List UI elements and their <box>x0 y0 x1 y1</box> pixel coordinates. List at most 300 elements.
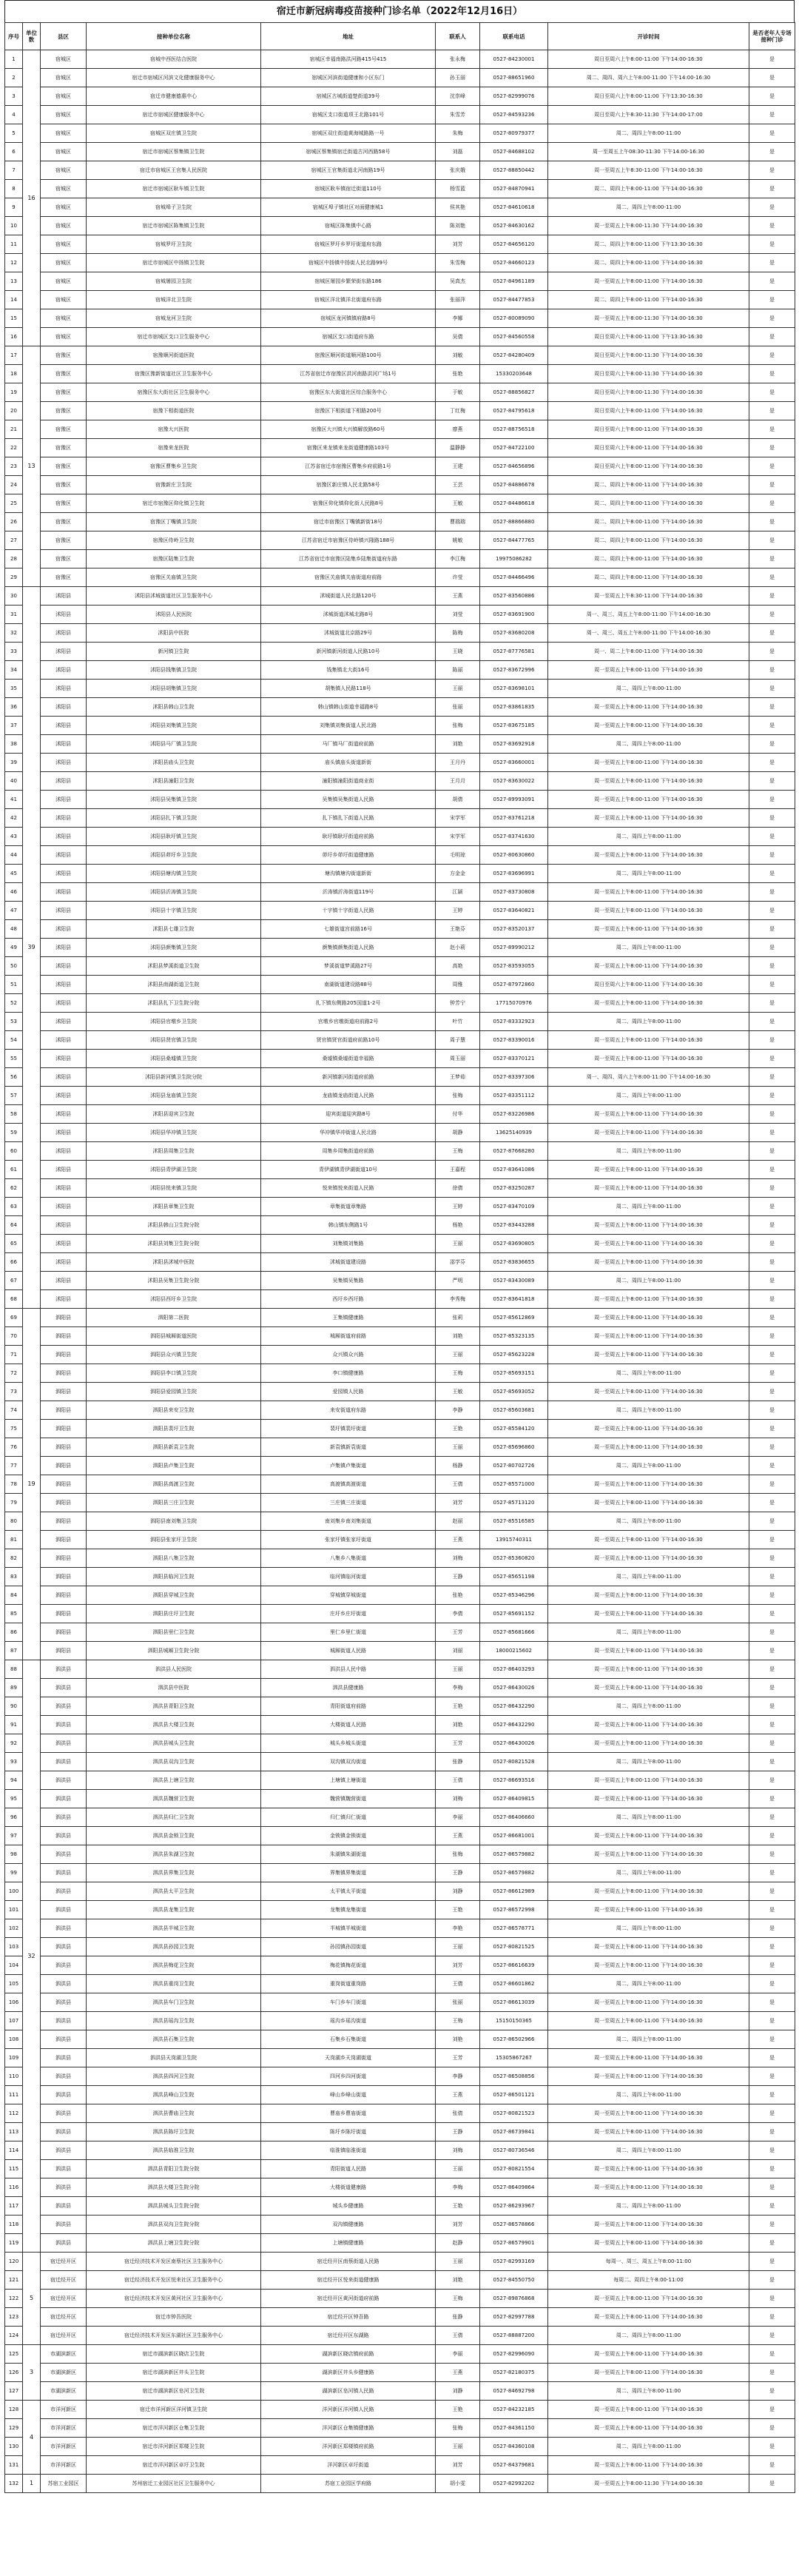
row-no: 70 <box>5 1327 23 1346</box>
phone: 0527-86508856 <box>480 2067 548 2086</box>
table-row <box>5 2086 795 2104</box>
hours: 周二、周四上午8:00-11:00 <box>548 2327 749 2345</box>
clinic-name: 泗阳县穿城卫生院 <box>87 1586 261 1605</box>
clinic-name: 泗阳县南刘集卫生院 <box>87 1512 261 1531</box>
elder-flag: 是 <box>749 2197 795 2216</box>
phone: 0527-84477765 <box>480 531 548 550</box>
phone: 0527-86572998 <box>480 1901 548 1919</box>
clinic-name: 宿城埠子卫生院 <box>87 198 261 217</box>
row-no: 48 <box>5 920 23 939</box>
hours: 周一至周五上午8:00-11:00 下午14:00-16:30 <box>548 1586 749 1605</box>
address: 茆圩乡茆圩街道健康路 <box>261 846 436 865</box>
elder-flag: 是 <box>749 180 795 198</box>
table-row <box>5 1771 795 1790</box>
hours: 周二、周四上午8:00-11:00 <box>548 828 749 846</box>
contact: 王丽 <box>436 1235 480 1253</box>
county-count: 19 <box>23 1309 41 1660</box>
clinic-name: 沭阳县庙头卫生院 <box>87 754 261 772</box>
clinic-name: 沭阳县韩山卫生院分院 <box>87 1216 261 1235</box>
clinic-name: 宿城中西医结合医院 <box>87 50 261 69</box>
hours: 周一至周五上午8:00-11:00 下午14:00-16:30 <box>548 1309 749 1327</box>
county: 沭阳县 <box>41 809 87 828</box>
hours: 周一至周五上午8:00-11:00 下午14:00-16:30 <box>548 1827 749 1845</box>
contact: 王艳 <box>436 2197 480 2216</box>
phone: 0527-83690805 <box>480 1235 548 1253</box>
phone: 0527-86432290 <box>480 1697 548 1716</box>
county: 泗洪县 <box>41 1864 87 1882</box>
clinic-name: 沭阳县扎下镇卫生院 <box>87 809 261 828</box>
table-row <box>5 754 795 772</box>
table-row <box>5 2308 795 2327</box>
hours: 周二、周四上午8:00-11:00 <box>548 1568 749 1586</box>
row-no: 126 <box>5 2364 23 2382</box>
elder-flag: 是 <box>749 420 795 439</box>
address: 梅花镇梅花街道 <box>261 1956 436 1975</box>
elder-flag: 是 <box>749 1105 795 1124</box>
contact: 刘磊 <box>436 143 480 161</box>
table-row <box>5 531 795 550</box>
hours: 周二、周四上午8:00-11:00 下午14:00-16:30 <box>548 513 749 531</box>
clinic-name: 沭阳县章集卫生院 <box>87 1198 261 1216</box>
elder-flag: 是 <box>749 1087 795 1105</box>
clinic-name: 泗阳县临河卫生院 <box>87 1568 261 1586</box>
phone: 0527-88756518 <box>480 420 548 439</box>
row-no: 34 <box>5 661 23 680</box>
hours: 周二、周四上午8:00-11:00 <box>548 680 749 698</box>
clinic-name: 泗洪县界集卫生院 <box>87 1864 261 1882</box>
clinic-name: 沭阳县颜集镇卫生院 <box>87 939 261 957</box>
hours: 周一、周三、周五上午8:00-11:00 下午14:00-16:30 <box>548 606 749 624</box>
elder-flag: 是 <box>749 1827 795 1845</box>
clinic-name: 泗洪县城头卫生院 <box>87 1734 261 1753</box>
county: 泗阳县 <box>41 1642 87 1660</box>
row-no: 33 <box>5 643 23 661</box>
address: 太平镇太平街道 <box>261 1882 436 1901</box>
row-no: 5 <box>5 124 23 143</box>
hours: 周日至周六上午8:00-11:30 下午14:00-16:30 <box>548 365 749 383</box>
row-no: 2 <box>5 69 23 87</box>
county: 沭阳县 <box>41 1031 87 1050</box>
address: 八集乡八集街道 <box>261 1549 436 1568</box>
phone: 0527-83698101 <box>480 680 548 698</box>
address: 临河镇临河街道 <box>261 1568 436 1586</box>
table-row <box>5 2401 795 2419</box>
elder-flag: 是 <box>749 2216 795 2234</box>
table-row <box>5 1790 795 1808</box>
hours: 周一至周五上午8:00-11:00 下午14:00-16:30 <box>548 1901 749 1919</box>
table-row <box>5 2271 795 2290</box>
hours: 周二、周四上午8:00-11:00 <box>548 735 749 754</box>
phone: 0527-83370121 <box>480 1050 548 1068</box>
hours: 周一至周五上午8:00-11:00 下午14:00-16:30 <box>548 883 749 902</box>
hours: 周一至周五上午8:00-11:00 下午14:00-16:30 <box>548 1383 749 1401</box>
phone: 0527-80630860 <box>480 846 548 865</box>
county: 宿迁经开区 <box>41 2308 87 2327</box>
row-no: 25 <box>5 494 23 513</box>
contact: 周子慧 <box>436 1031 480 1050</box>
clinic-name: 泗洪县临淮卫生院 <box>87 2141 261 2160</box>
table-row <box>5 106 795 124</box>
hours: 周日至周六上午8:00-11:00 下午13:30-16:30 <box>548 328 749 346</box>
hours: 周一至周五上午8:00-11:00 下午14:00-16:30 <box>548 2401 749 2419</box>
phone: 0527-84660123 <box>480 254 548 272</box>
table-row <box>5 1401 795 1420</box>
phone: 0527-83641818 <box>480 1290 548 1309</box>
address: 城头乡城头街道 <box>261 1734 436 1753</box>
phone: 0527-82996090 <box>480 2345 548 2364</box>
county: 苏宿工业园区 <box>41 2475 87 2493</box>
table-row <box>5 1068 795 1087</box>
clinic-name: 宿迁市湖滨新区皂河卫生院 <box>87 2382 261 2401</box>
hours: 周一至周五上午8:00-11:00 下午14:00-16:30 <box>548 1161 749 1179</box>
row-no: 59 <box>5 1124 23 1142</box>
contact: 张艳 <box>436 365 480 383</box>
hours: 周一至周五上午8:00-11:00 下午14:00-16:30 <box>548 272 749 291</box>
clinic-name: 宿迁市宿城区支口卫生服务中心 <box>87 328 261 346</box>
hours: 周二、周四上午8:00-11:00 <box>548 1198 749 1216</box>
county: 泗洪县 <box>41 2216 87 2234</box>
elder-flag: 是 <box>749 2104 795 2123</box>
county: 泗洪县 <box>41 2067 87 2086</box>
clinic-name: 宿迁市宿城区耿车镇卫生院 <box>87 180 261 198</box>
phone: 17715070976 <box>480 994 548 1013</box>
county: 泗洪县 <box>41 1734 87 1753</box>
row-no: 102 <box>5 1919 23 1938</box>
address: 宿城区古城街道楚街道39号 <box>261 87 436 106</box>
county: 泗洪县 <box>41 2104 87 2123</box>
row-no: 114 <box>5 2141 23 2160</box>
table-row <box>5 235 795 254</box>
elder-flag: 是 <box>749 198 795 217</box>
county: 宿城区 <box>41 69 87 87</box>
phone: 0527-86579901 <box>480 2234 548 2253</box>
table-row <box>5 1808 795 1827</box>
header-contact: 联系人 <box>436 23 480 50</box>
elder-flag: 是 <box>749 2049 795 2067</box>
county: 泗洪县 <box>41 1901 87 1919</box>
row-no: 94 <box>5 1771 23 1790</box>
contact: 王燕 <box>436 2364 480 2382</box>
phone: 15305867267 <box>480 2049 548 2067</box>
address: 大楼街道人民路 <box>261 1716 436 1734</box>
elder-flag: 是 <box>749 2030 795 2049</box>
row-no: 115 <box>5 2160 23 2178</box>
elder-flag: 是 <box>749 124 795 143</box>
county-count: 13 <box>23 346 41 587</box>
clinic-name: 泗阳县庄圩卫生院 <box>87 1605 261 1623</box>
contact: 王丽 <box>436 2160 480 2178</box>
table-row <box>5 476 795 494</box>
address: 青阳街道人民路 <box>261 2160 436 2178</box>
clinic-name: 宿豫区豫新街道社区卫生服务中心 <box>87 365 261 383</box>
row-no: 69 <box>5 1309 23 1327</box>
contact: 王丽 <box>436 1346 480 1364</box>
county: 泗洪县 <box>41 1882 87 1901</box>
clinic-name: 宿迁市湖滨新区井头卫生院 <box>87 2364 261 2382</box>
address: 宿豫区东大街道社区综合服务中心 <box>261 383 436 402</box>
elder-flag: 是 <box>749 1771 795 1790</box>
contact: 李江梅 <box>436 550 480 568</box>
table-row <box>5 1882 795 1901</box>
hours: 周一、周四、周六上午8:00-11:00 下午14:00-16:30 <box>548 1068 749 1087</box>
clinic-name: 沭阳县迎宾卫生院 <box>87 1105 261 1124</box>
address: 曹庙乡曹庙街道 <box>261 2104 436 2123</box>
row-no: 41 <box>5 791 23 809</box>
table-row <box>5 680 795 698</box>
elder-flag: 是 <box>749 624 795 643</box>
contact: 张丽 <box>436 698 480 717</box>
clinic-name: 泗洪县青阳卫生院分院 <box>87 2160 261 2178</box>
contact: 王丽 <box>436 680 480 698</box>
elder-flag: 是 <box>749 902 795 920</box>
contact: 刘芳 <box>436 1494 480 1512</box>
phone: 0527-84280409 <box>480 346 548 365</box>
address: 车门乡车门街道 <box>261 1993 436 2012</box>
hours: 周一至周五上午8:00-11:00 下午14:00-16:30 <box>548 1549 749 1568</box>
phone: 0527-83520137 <box>480 920 548 939</box>
contact: 胡小雯 <box>436 2475 480 2493</box>
county: 泗阳县 <box>41 1457 87 1475</box>
address: 卢集镇卢集街道 <box>261 1457 436 1475</box>
hours: 周二、周四上午8:00-11:00 <box>548 1364 749 1383</box>
hours: 周一至周五上午8:00-11:00 下午14:00-16:30 <box>548 1235 749 1253</box>
contact: 张梅 <box>436 717 480 735</box>
county: 泗洪县 <box>41 1790 87 1808</box>
contact: 张丽萍 <box>436 291 480 309</box>
hours: 周一至周五上午8:00-11:00 下午14:00-16:30 <box>548 2456 749 2475</box>
table-row <box>5 198 795 217</box>
phone: 0527-85360820 <box>480 1549 548 1568</box>
row-no: 83 <box>5 1568 23 1586</box>
hours: 周一至周五上午8:00-11:00 下午14:00-16:30 <box>548 1420 749 1438</box>
phone: 0527-84656120 <box>480 235 548 254</box>
contact: 朱雪芳 <box>436 106 480 124</box>
phone: 0527-86432290 <box>480 1716 548 1734</box>
hours: 周一至周五上午8:00-11:00 下午14:00-16:30 <box>548 2160 749 2178</box>
table-row <box>5 624 795 643</box>
clinic-name: 泗洪县双沟卫生院 <box>87 1753 261 1771</box>
clinic-name: 泗洪县魏营卫生院 <box>87 1790 261 1808</box>
hours: 周一至周五上午8:00-11:00 下午14:00-16:30 <box>548 1124 749 1142</box>
hours: 周一、周三、周五上午8:00-11:00 下午14:00-16:30 <box>548 624 749 643</box>
hours: 周一至周五上午8:00-11:30 下午14:00-16:30 <box>548 2475 749 2493</box>
row-no: 119 <box>5 2234 23 2253</box>
elder-flag: 是 <box>749 513 795 531</box>
hours: 周二、周四上午8:00-11:00 <box>548 1697 749 1716</box>
clinic-name: 宿迁经济技术开发区东湖社区卫生服务中心 <box>87 2327 261 2345</box>
table-row <box>5 1864 795 1882</box>
elder-flag: 是 <box>749 217 795 235</box>
contact: 方金金 <box>436 865 480 883</box>
table-row <box>5 994 795 1013</box>
hours: 周一至周五上午8:00-11:00 下午14:00-16:30 <box>548 1642 749 1660</box>
row-no: 65 <box>5 1235 23 1253</box>
row-no: 6 <box>5 143 23 161</box>
address: 宿迁经开区东湖路 <box>261 2327 436 2345</box>
elder-flag: 是 <box>749 2364 795 2382</box>
clinic-name: 宿豫大兴医院 <box>87 420 261 439</box>
county: 沭阳县 <box>41 1124 87 1142</box>
clinic-name: 沭阳县马厂镇卫生院 <box>87 735 261 754</box>
clinic-name: 新河镇卫生院 <box>87 643 261 661</box>
phone: 0527-87776581 <box>480 643 548 661</box>
contact: 于敏 <box>436 383 480 402</box>
table-row <box>5 2030 795 2049</box>
contact: 刘芳 <box>436 1956 480 1975</box>
county: 沭阳县 <box>41 1216 87 1235</box>
clinic-name: 宿迁市宿城区陈集镇卫生院 <box>87 217 261 235</box>
phone: 0527-84361150 <box>480 2419 548 2438</box>
clinic-name: 沭阳县南湖街道卫生院 <box>87 976 261 994</box>
row-no: 101 <box>5 1901 23 1919</box>
county: 宿豫区 <box>41 365 87 383</box>
vaccination-clinic-sheet <box>4 0 795 2493</box>
county: 沭阳县 <box>41 994 87 1013</box>
elder-flag: 是 <box>749 2012 795 2030</box>
elder-flag: 是 <box>749 2271 795 2290</box>
elder-flag: 是 <box>749 1975 795 1993</box>
address: 大楼街道健康路 <box>261 2178 436 2197</box>
hours: 周二、周四上午8:00-11:00 <box>548 1013 749 1031</box>
address: 宿城区罗圩乡罗圩街道府东路 <box>261 235 436 254</box>
clinic-name: 沭阳县刘集卫生院分院 <box>87 1235 261 1253</box>
row-no: 76 <box>5 1438 23 1457</box>
phone: 0527-84961189 <box>480 272 548 291</box>
elder-flag: 是 <box>749 2123 795 2141</box>
county: 沭阳县 <box>41 1050 87 1068</box>
contact: 李秀梅 <box>436 1290 480 1309</box>
address: 江苏省宿迁市宿豫区曹集乡府前路1号 <box>261 457 436 476</box>
county: 沭阳县 <box>41 772 87 791</box>
phone: 0527-87668280 <box>480 1142 548 1161</box>
row-no: 42 <box>5 809 23 828</box>
table-row <box>5 1623 795 1642</box>
address: 湖滨新区井头乡健康路 <box>261 2364 436 2382</box>
address: 宿迁经开区悦来街道健康路 <box>261 2271 436 2290</box>
table-row <box>5 1235 795 1253</box>
elder-flag: 是 <box>749 1531 795 1549</box>
elder-flag: 是 <box>749 1401 795 1420</box>
address: 宿城区埠子镇社区对面健康城1 <box>261 198 436 217</box>
contact: 钟芳宁 <box>436 994 480 1013</box>
table-row <box>5 1512 795 1531</box>
table-row <box>5 383 795 402</box>
clinic-name: 沭阳县刘集镇卫生院 <box>87 717 261 735</box>
phone: 19975086282 <box>480 550 548 568</box>
row-no: 92 <box>5 1734 23 1753</box>
row-no: 116 <box>5 2178 23 2197</box>
table-row <box>5 606 795 624</box>
hours: 周一至周五上午8:00-11:00 下午14:00-16:30 <box>548 1253 749 1272</box>
elder-flag: 是 <box>749 2086 795 2104</box>
elder-flag: 是 <box>749 1198 795 1216</box>
county-count: 1 <box>23 2475 41 2493</box>
elder-flag: 是 <box>749 846 795 865</box>
county: 宿豫区 <box>41 550 87 568</box>
table-row <box>5 1549 795 1568</box>
clinic-name: 宿迁市宿城区河滨文化健康服务中心 <box>87 69 261 87</box>
row-no: 28 <box>5 550 23 568</box>
sheet-title: 宿迁市新冠病毒疫苗接种门诊名单（2022年12月16日） <box>4 0 795 22</box>
elder-flag: 是 <box>749 661 795 680</box>
phone: 0527-88887200 <box>480 2327 548 2345</box>
hours: 周一至周五上午8:00-11:00 下午14:00-16:30 <box>548 2345 749 2364</box>
address: 青阳街道府前路 <box>261 1697 436 1716</box>
row-no: 97 <box>5 1827 23 1845</box>
row-no: 17 <box>5 346 23 365</box>
contact: 王婷 <box>436 902 480 920</box>
county: 泗洪县 <box>41 1975 87 1993</box>
row-no: 74 <box>5 1401 23 1420</box>
phone: 0527-82180375 <box>480 2364 548 2382</box>
clinic-name: 泗阳县张家圩卫生院 <box>87 1531 261 1549</box>
county: 沭阳县 <box>41 883 87 902</box>
row-no: 1 <box>5 50 23 69</box>
county: 泗洪县 <box>41 1697 87 1716</box>
contact: 廖燕 <box>436 420 480 439</box>
clinic-name: 宿迁市宿城区王官集人民医院 <box>87 161 261 180</box>
contact: 严明 <box>436 1272 480 1290</box>
county: 泗阳县 <box>41 1531 87 1549</box>
row-no: 40 <box>5 772 23 791</box>
hours: 周日至周六上午8:00-11:00 下午14:00-16:30 <box>548 976 749 994</box>
address: 洋河新区卓圩街道 <box>261 2456 436 2475</box>
elder-flag: 是 <box>749 383 795 402</box>
elder-flag: 是 <box>749 106 795 124</box>
hours: 周二、周四上午8:00-11:00 下午14:00-16:30 <box>548 180 749 198</box>
contact: 王月丹 <box>436 754 480 772</box>
row-no: 60 <box>5 1142 23 1161</box>
hours: 周一至周五上午8:00-11:00 下午14:00-16:30 <box>548 717 749 735</box>
row-no: 105 <box>5 1975 23 1993</box>
table-row <box>5 1642 795 1660</box>
county: 泗阳县 <box>41 1475 87 1494</box>
contact: 王艳芬 <box>436 920 480 939</box>
address: 上塘镇健康路 <box>261 2234 436 2253</box>
elder-flag: 是 <box>749 143 795 161</box>
county: 泗洪县 <box>41 1827 87 1845</box>
clinic-name: 宿迁经济技术开发区悦来社区卫生服务中心 <box>87 2271 261 2290</box>
table-row <box>5 1031 795 1050</box>
row-no: 111 <box>5 2086 23 2104</box>
header-address: 地址 <box>261 23 436 50</box>
row-no: 68 <box>5 1290 23 1309</box>
clinic-name: 沭阳县华冲镇卫生院 <box>87 1124 261 1142</box>
county: 沭阳县 <box>41 624 87 643</box>
elder-flag: 是 <box>749 2234 795 2253</box>
clinic-name: 沭阳县耿圩镇卫生院 <box>87 828 261 846</box>
county: 宿豫区 <box>41 383 87 402</box>
hours: 周一至周五上午8:00-11:00 下午14:00-16:30 <box>548 2049 749 2067</box>
table-row <box>5 976 795 994</box>
table-row <box>5 2049 795 2067</box>
county: 泗阳县 <box>41 1494 87 1512</box>
row-no: 12 <box>5 254 23 272</box>
clinic-name: 沭阳县贤官镇卫生院 <box>87 1031 261 1050</box>
table-row <box>5 1605 795 1623</box>
row-no: 127 <box>5 2382 23 2401</box>
contact: 王丽 <box>436 1938 480 1956</box>
clinic-name: 宿迁市洋河新区卓圩卫生院 <box>87 2456 261 2475</box>
table-row <box>5 439 795 457</box>
county: 宿迁经开区 <box>41 2327 87 2345</box>
row-no: 27 <box>5 531 23 550</box>
elder-flag: 是 <box>749 457 795 476</box>
elder-flag: 是 <box>749 754 795 772</box>
address: 半城镇半城街道 <box>261 1919 436 1938</box>
contact: 吴真杰 <box>436 272 480 291</box>
row-no: 106 <box>5 1993 23 2012</box>
